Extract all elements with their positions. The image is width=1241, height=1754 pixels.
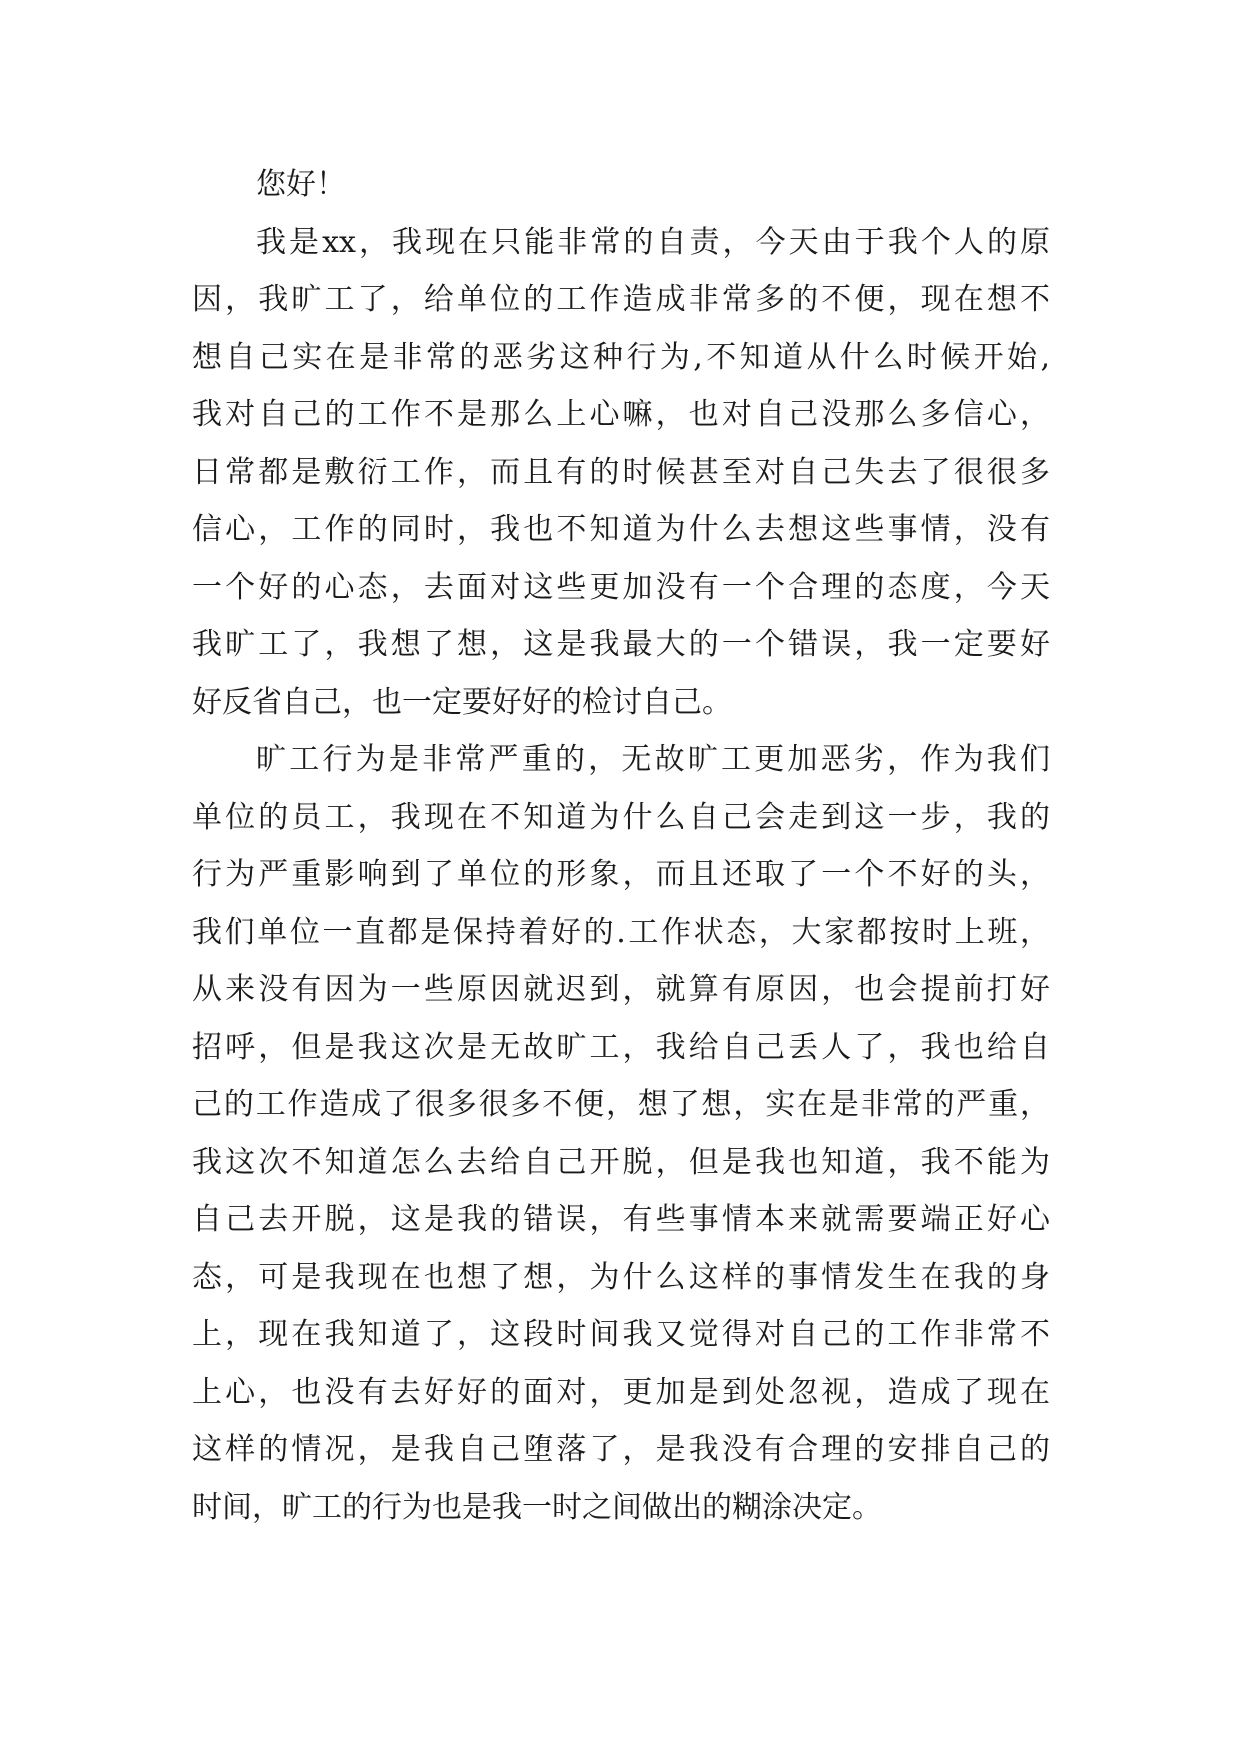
paragraph-line: 上，现在我知道了，这段时间我又觉得对自己的工作非常不 — [192, 1317, 1050, 1352]
paragraph-line: 信心，工作的同时，我也不知道为什么去想这些事情，没有 — [192, 512, 1050, 547]
paragraph-line: 我们单位一直都是保持着好的.工作状态，大家都按时上班， — [192, 914, 1050, 950]
paragraph-line: 想自己实在是非常的恶劣这种行为,不知道从什么时候开始, — [192, 339, 1050, 375]
paragraph-line: 自己去开脱，这是我的错误，有些事情本来就需要端正好心 — [192, 1202, 1050, 1237]
paragraph-line: 日常都是敷衍工作，而且有的时候甚至对自己失去了很很多 — [192, 454, 1050, 490]
paragraph-line: 态，可是我现在也想了想，为什么这样的事情发生在我的身 — [192, 1259, 1050, 1295]
paragraph-line: 单位的员工，我现在不知道为什么自己会走到这一步，我的 — [192, 799, 1050, 835]
paragraph-line: 时间，旷工的行为也是我一时之间做出的糊涂决定。 — [192, 1489, 882, 1525]
paragraph-line: 因，我旷工了，给单位的工作造成非常多的不便，现在想不 — [192, 282, 1050, 317]
paragraph-line: 这样的情况，是我自己堕落了，是我没有合理的安排自己的 — [192, 1432, 1050, 1467]
paragraph-2 — [192, 731, 1050, 1536]
paragraph-line: 己的工作造成了很多很多不便，想了想，实在是非常的严重， — [192, 1087, 1050, 1122]
paragraph-line: 我旷工了，我想了想，这是我最大的一个错误，我一定要好 — [192, 627, 1050, 662]
paragraph-line: 旷工行为是非常严重的，无故旷工更加恶劣，作为我们 — [256, 742, 1050, 777]
paragraph-line: 一个好的心态，去面对这些更加没有一个合理的态度，今天 — [192, 569, 1050, 605]
paragraph-line: 招呼，但是我这次是无故旷工，我给自己丢人了，我也给自 — [192, 1029, 1050, 1065]
paragraph-line: 行为严重影响到了单位的形象，而且还取了一个不好的头， — [192, 857, 1050, 892]
paragraph-line: 我对自己的工作不是那么上心嘛，也对自己没那么多信心， — [192, 397, 1050, 432]
paragraph-line: 我这次不知道怎么去给自己开脱，但是我也知道，我不能为 — [192, 1144, 1050, 1180]
greeting: 您好！ — [256, 167, 346, 202]
paragraph-line: 从来没有因为一些原因就迟到，就算有原因，也会提前打好 — [192, 972, 1050, 1007]
letter-body — [192, 156, 1050, 1536]
paragraph-line: 上心，也没有去好好的面对，更加是到处忽视，造成了现在 — [192, 1374, 1050, 1410]
paragraph-line: 我是xx，我现在只能非常的自责，今天由于我个人的原 — [256, 224, 1050, 260]
paragraph-1 — [192, 214, 1050, 732]
paragraph-line: 好反省自己，也一定要好好的检讨自己。 — [192, 684, 732, 720]
